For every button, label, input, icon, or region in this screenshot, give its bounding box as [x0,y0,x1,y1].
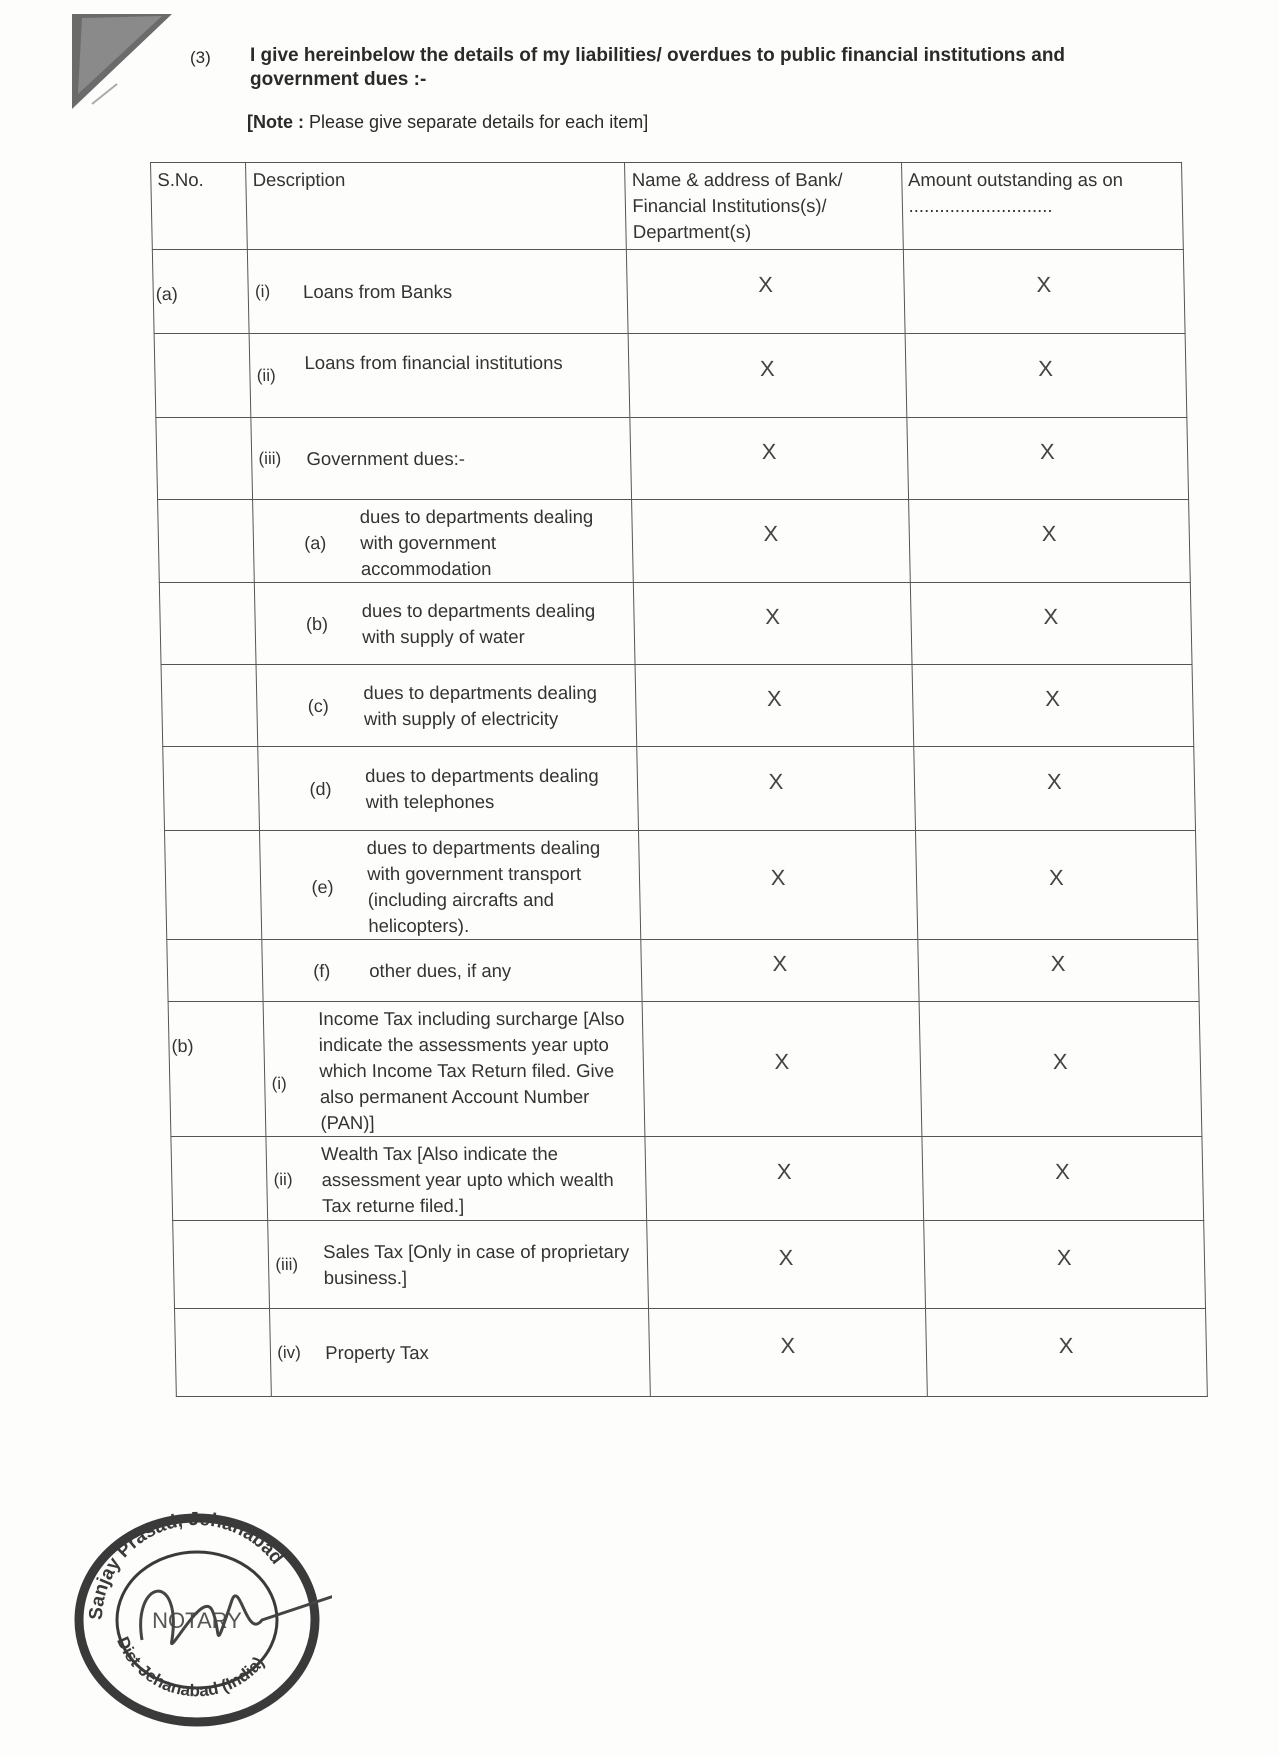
cross-mark: X [1044,686,1061,711]
row-description [260,831,641,940]
row-sno [171,1137,268,1221]
cross-mark: X [1038,356,1054,381]
item-number: (iii) [275,1255,299,1274]
row-bank [645,1137,923,1221]
table-row [165,831,1198,940]
notary-stamp [62,1490,332,1730]
row-bank [639,831,917,940]
row-description [268,1221,649,1309]
note-label: [Note : [247,112,304,132]
item-text: dues to departments dealing with telephones [364,765,599,812]
row-amount [908,500,1190,583]
table-row [167,940,1199,1002]
stamp-label: NOTARY [152,1608,242,1633]
section-number: (3) [190,48,211,67]
table-row [171,1137,1204,1221]
item-text: dues to departments dealing with government accommodation [359,506,594,579]
cross-mark: X [1048,865,1064,890]
cross-mark: X [761,439,777,464]
table-body [152,250,1207,1397]
svg-text:Sanjay Prasad, Jehanabad [86,1509,288,1621]
row-amount [915,831,1198,940]
description-wrap [260,831,640,939]
cross-mark: X [772,951,788,976]
note-line [247,112,648,133]
row-bank [632,500,910,583]
row-amount [917,940,1199,1002]
item-text: dues to departments dealing with government transport (including aircrafts and helicopters). [366,837,601,936]
item-number: (iv) [277,1343,302,1362]
row-bank [637,747,915,831]
row-description [262,940,642,1002]
cross-mark: X [1046,769,1062,794]
item-number: (ii) [273,1170,293,1189]
description-wrap [253,500,633,582]
description-wrap [267,1137,647,1219]
row-description [249,334,630,418]
table-row [161,665,1194,747]
row-amount [910,583,1192,665]
cross-mark: X [1058,1333,1074,1358]
header-description: Description [246,163,627,250]
item-number: (i) [271,1074,287,1093]
item-text: Property Tax [325,1342,429,1363]
header-amount: Amount outstanding as on ............................ [901,163,1183,250]
item-text: Government dues:- [306,448,466,469]
row-sno [175,1309,272,1397]
sub-item-label: (f) [313,961,331,981]
row-description [248,250,629,334]
table-row [154,334,1187,418]
row-bank [627,250,905,334]
item-number: (ii) [256,366,276,385]
row-amount [906,418,1188,500]
row-bank [643,1002,922,1137]
item-text: other dues, if any [369,960,512,981]
note-text: Please give separate details for each item] [309,112,649,132]
header-sno: S.No. [151,163,248,250]
description-wrap [250,334,629,389]
item-text: Sales Tax [Only in case of proprietary business.] [322,1241,630,1288]
description-wrap [270,1309,649,1366]
row-bank [641,940,918,1002]
cross-mark: X [757,272,774,297]
sub-item-label: (c) [307,696,329,716]
row-bank [649,1309,927,1397]
stamp-outer-text: Sanjay Prasad, Jehanabad [85,1508,288,1621]
table-row [175,1309,1208,1397]
description-wrap [257,665,637,732]
header-row [151,163,1184,250]
item-text: Loans from financial institutions [304,352,563,373]
row-bank [647,1221,925,1309]
item-text: dues to departments dealing with supply of electricity [363,682,598,729]
cross-mark: X [778,1245,794,1270]
cross-mark: X [1052,1049,1068,1074]
row-sno: (a) [152,250,249,334]
cross-mark: X [764,604,781,629]
sub-item-label: (d) [309,779,332,799]
row-description [266,1137,647,1221]
row-sno [173,1221,270,1309]
cross-mark: X [1050,951,1066,976]
row-description [253,500,634,583]
row-amount [913,747,1195,831]
row-sno [159,583,256,665]
row-amount [923,1221,1205,1309]
svg-text:Dist-Jehanabad (India) [113,1634,268,1700]
cross-mark: X [1043,604,1059,629]
liabilities-table [150,162,1208,1397]
item-text: Wealth Tax [Also indicate the assessment year upto which wealth Tax returne filed.] [320,1143,614,1216]
row-bank [629,334,907,418]
item-number: (i) [254,282,271,301]
description-wrap [263,940,642,984]
table-row [156,418,1189,500]
table-row [152,250,1185,334]
cross-mark: X [770,865,786,890]
row-description [258,747,639,831]
stamp-lower-text: Dist-Jehanabad (India) [113,1633,268,1701]
row-description [263,1002,645,1137]
row-amount [925,1309,1207,1397]
item-number: (iii) [258,449,282,468]
section-title: I give hereinbelow the details of my liabilities/ overdues to public financial institutions and government dues :- [250,45,1066,90]
sub-item-label: (e) [311,877,334,897]
description-wrap [268,1221,648,1291]
item-text: Loans from Banks [302,281,453,302]
sub-item-label: (a) [304,533,327,553]
row-description [270,1309,651,1397]
table-row [158,500,1191,583]
cross-mark: X [776,1159,792,1184]
description-wrap [248,250,627,305]
row-sno [167,940,264,1002]
row-bank [635,665,913,747]
row-description [256,665,637,747]
row-sno: (b) [168,1002,266,1137]
cross-mark: X [1039,439,1055,464]
item-text: dues to departments dealing with supply of water [361,600,596,647]
cross-mark: X [1054,1159,1071,1184]
row-sno [154,334,251,418]
row-bank [634,583,912,665]
cross-mark: X [759,356,775,381]
row-description [251,418,632,500]
header-bank: Name & address of Bank/ Financial Institutions(s)/ Department(s) [625,163,903,250]
row-amount [903,250,1185,334]
folded-corner-mark [72,14,182,124]
row-amount [922,1137,1204,1221]
description-wrap [255,583,635,650]
description-wrap [264,1002,645,1136]
row-sno [163,747,260,831]
table-row [163,747,1196,831]
description-wrap [259,747,639,815]
row-amount [912,665,1194,747]
row-bank [630,418,908,500]
row-sno [165,831,263,940]
cross-mark: X [763,521,779,546]
sub-item-label: (b) [305,614,329,634]
row-sno [158,500,255,583]
row-sno [156,418,253,500]
row-sno [161,665,258,747]
cross-mark: X [768,769,784,794]
cross-mark: X [1036,272,1052,297]
description-wrap [252,418,631,472]
row-amount [905,334,1187,418]
cross-mark: X [1041,521,1057,546]
cross-mark: X [766,686,782,711]
row-description [255,583,636,665]
cross-mark: X [1056,1245,1072,1270]
table-row [159,583,1192,665]
row-amount [919,1002,1202,1137]
item-text: Income Tax including surcharge [Also indicate the assessments year upto which Income Tax Return filed. Give also permanent Account Number (PAN)] [318,1008,625,1133]
cross-mark: X [780,1333,796,1358]
table-row [173,1221,1206,1309]
cross-mark: X [774,1049,790,1074]
table-row [168,1002,1202,1137]
